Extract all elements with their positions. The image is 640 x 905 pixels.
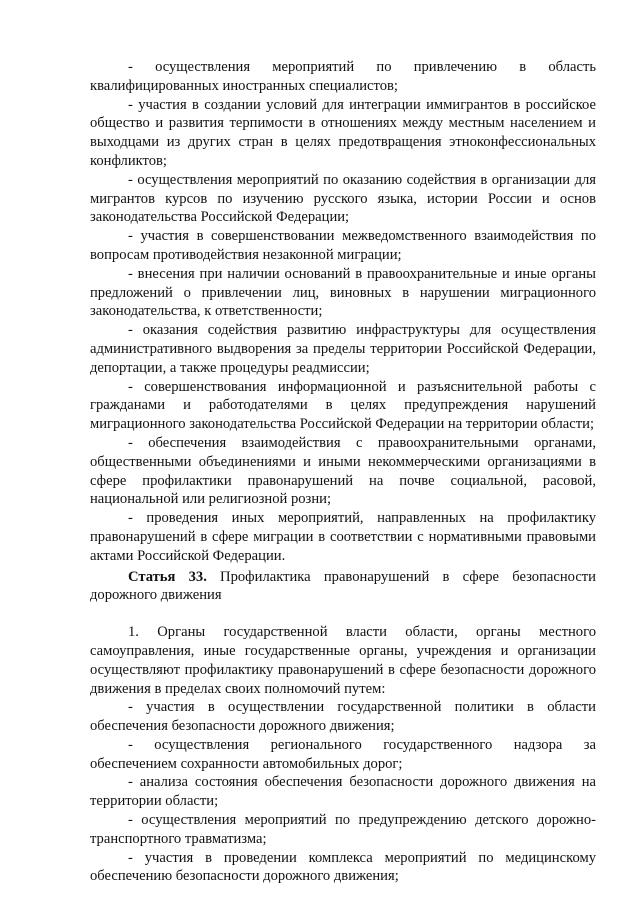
document-page: [90, 58, 596, 886]
article-number: Статья 33.: [128, 568, 207, 585]
spacer: [90, 605, 596, 623]
list-item: - оказания содействия развитию инфраструктуры для осуществления административного выдворения за пределы территории Российской Федерации, депортации, а также процедуры реадмиссии;: [90, 322, 596, 376]
list-item: - осуществления мероприятий по предупреждению детского дорожно-транспортного травматизма;: [90, 812, 596, 847]
list-item: - участия в совершенствовании межведомственного взаимодействия по вопросам противодействия незаконной миграции;: [90, 228, 596, 263]
list-item: - совершенствования информационной и разъяснительной работы с гражданами и работодателями в целях предупреждения нарушений миграционного законодательства Российской Федерации на территории области;: [90, 378, 596, 433]
list-item: - участия в осуществлении государственной политики в области обеспечения безопасности дорожного движения;: [90, 699, 596, 735]
list-item: - осуществления мероприятий по оказанию содействия в организации для мигрантов курсов по изучению русского языка, истории России и основ законодательства Российской Федерации;: [90, 171, 596, 226]
paragraph: 1. Органы государственной власти области, органы местного самоуправления, иные государственные органы, учреждения и организации осуществляют профилактику правонарушений в сфере безопасности дорожного движения в пределах своих полномочий путем:: [90, 624, 596, 697]
list-item: - осуществления мероприятий по привлечению в область квалифицированных иностранных специалистов;: [90, 59, 596, 94]
list-item: - участия в проведении комплекса мероприятий по медицинскому обеспечению безопасности дорожного движения;: [90, 849, 596, 885]
list-item: - проведения иных мероприятий, направленных на профилактику правонарушений в сфере миграции в соответствии с нормативными правовыми актами Российской Федерации.: [90, 510, 596, 564]
article-heading: [90, 568, 596, 606]
list-item: - осуществления регионального государственного надзора за обеспечением сохранности автомобильных дорог;: [90, 736, 596, 772]
list-item: - внесения при наличии оснований в правоохранительные и иные органы предложений о привлечении лиц, виновных в нарушении миграционного законодательства, к ответственности;: [90, 265, 596, 320]
list-item: - анализа состояния обеспечения безопасности дорожного движения на территории области;: [90, 774, 596, 810]
list-item: - участия в создании условий для интеграции иммигрантов в российское общество и развития терпимости в отношениях между местным населением и выходцами из других стран в целях предотвращения этноконфессиональных конфликтов;: [90, 96, 596, 169]
article-title: Профилактика правонарушений в сфере безопасности дорожного движения: [90, 568, 596, 604]
list-item: - обеспечения взаимодействия с правоохранительными органами, общественными объединениями и иными некоммерческими организациями в сфере профилактики правонарушений на почве социальной, расовой, национальной или религиозной розни;: [90, 434, 596, 508]
